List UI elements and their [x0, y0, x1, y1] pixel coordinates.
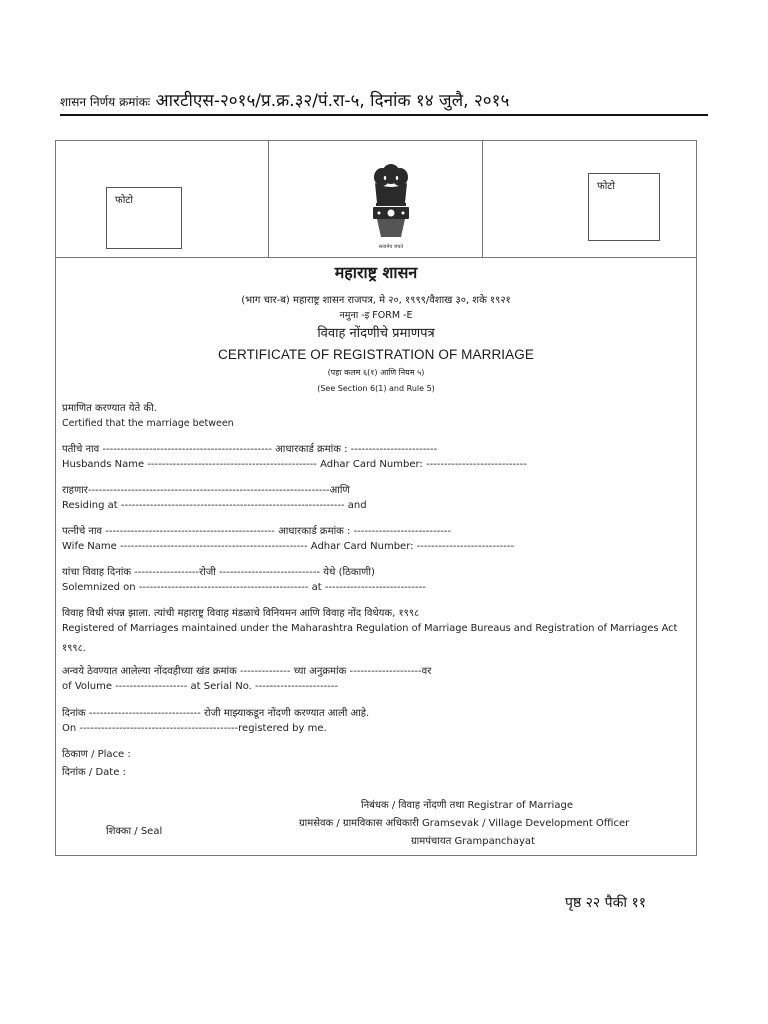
cell-divider-left: [268, 141, 269, 258]
photo-box-husband: [106, 187, 182, 249]
certified-english: Certified that the marriage between: [62, 418, 234, 429]
solemnized-marathi: यांचा विवाह दिनांक ------------------रोजी ---------------------------- येथे (ठिकाणी): [62, 567, 375, 578]
form-number: नमुना -इ FORM -E: [339, 310, 413, 321]
wife-name-english: Wife Name ---------------------------------------------------- Adhar Card Number: ---------------------------: [62, 541, 515, 552]
officer-designation: ग्रामसेवक / ग्रामविकास अधिकारी Gramsevak / Village Development Officer: [299, 818, 630, 829]
certificate-title-english: CERTIFICATE OF REGISTRATION OF MARRIAGE: [218, 347, 534, 362]
registrar-designation: निबंधक / विवाह नोंदणी तथा Registrar of Marriage: [361, 800, 573, 811]
government-title: महाराष्ट्र शासन: [334, 263, 418, 282]
cell-divider-right: [482, 141, 483, 258]
certified-marathi: प्रमाणित करण्यात येते की.: [62, 403, 157, 414]
date-english: On --------------------------------------------registered by me.: [62, 723, 327, 734]
seal-label: शिक्का / Seal: [106, 826, 163, 837]
date-marathi: दिनांक ------------------------------- रोजी माझ्याकडून नोंदणी करण्यात आली आहे.: [62, 708, 370, 719]
section-reference-english: (See Section 6(1) and Rule 5): [317, 384, 435, 393]
header-rule: [60, 114, 708, 116]
header-reference: आरटीएस-२०१५/प्र.क्र.३२/पं.रा-५, दिनांक १४ जुलै, २०१५: [155, 91, 510, 111]
residing-marathi: राहणार-------------------------------------------------------------------आणि: [62, 485, 350, 496]
volume-marathi: अन्वये ठेवण्यात आलेल्या नोंदवहीच्या खंड क्रमांक -------------- च्या अनुक्रमांक --------------------वर: [62, 666, 432, 677]
place-label: ठिकाण / Place :: [62, 749, 131, 760]
gazette-reference: (भाग चार-ब) महाराष्ट्र शासन राजपत्र, मे २०, १९९९/वैशाख ३०, शके १९२१: [241, 295, 511, 306]
husband-name-english: Husbands Name ----------------------------------------------- Adhar Card Number: ----------------------------: [62, 459, 527, 470]
registered-english: Registered of Marriages maintained under the Maharashtra Regulation of Marriage Bureaus and Registration of Marriages Act: [62, 623, 678, 634]
national-emblem-icon: [361, 161, 421, 251]
section-reference-marathi: (पहा कलम ६(१) आणि नियम ५): [327, 368, 425, 377]
certificate-title-marathi: विवाह नोंदणीचे प्रमाणपत्र: [317, 326, 435, 341]
date-label: दिनांक / Date :: [62, 767, 126, 778]
photo-emblem-row: [56, 141, 696, 258]
photo-label-left: फोटो: [115, 195, 133, 206]
header-prefix: शासन निर्णय क्रमांकः: [60, 95, 151, 109]
grampanchayat-label: ग्रामपंचायत Grampanchayat: [411, 836, 535, 847]
solemnized-english: Solemnized on ----------------------------------------------- at ----------------------------: [62, 582, 426, 593]
husband-name-marathi: पतीचे नाव ----------------------------------------------- आधारकार्ड क्रमांक : ------------------------: [62, 444, 438, 455]
residing-english: Residing at -------------------------------------------------------------- and: [62, 500, 367, 511]
document-header: [60, 88, 509, 111]
registered-year: १९९८.: [62, 643, 86, 654]
volume-english: of Volume -------------------- at Serial No. -----------------------: [62, 681, 339, 692]
photo-label-right: फोटो: [597, 181, 615, 192]
wife-name-marathi: पत्नीचे नाव ----------------------------------------------- आधारकार्ड क्रमांक : ---------------------------: [62, 526, 452, 537]
photo-box-wife: [588, 173, 660, 241]
certificate-form: [55, 140, 697, 856]
page-number: पृष्ठ २२ पैकी ११: [565, 895, 646, 911]
emblem-motto: सत्यमेव जयते: [378, 244, 404, 250]
registered-marathi: विवाह विधी संपन्न झाला. त्यांची महाराष्ट्र विवाह मंडळाचे विनियमन आणि विवाह नोंद विधेयक, १९९८: [62, 608, 420, 619]
